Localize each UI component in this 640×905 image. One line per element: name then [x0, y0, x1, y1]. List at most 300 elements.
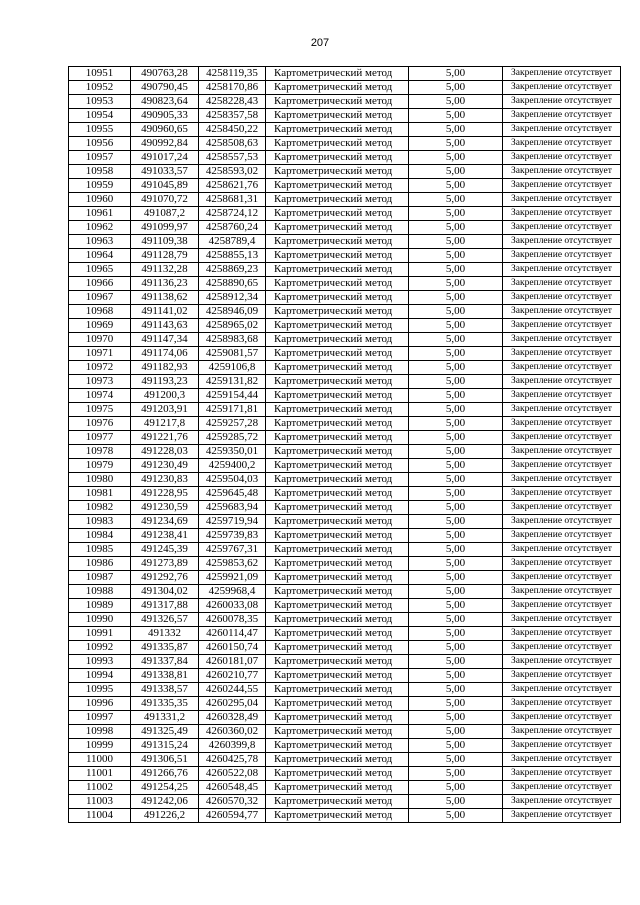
cell-method: Картометрический метод [266, 739, 409, 753]
cell-accuracy: 5,00 [409, 571, 503, 585]
cell-point-number: 10978 [69, 445, 131, 459]
cell-point-number: 10967 [69, 291, 131, 305]
cell-method: Картометрический метод [266, 655, 409, 669]
cell-point-number: 10976 [69, 417, 131, 431]
cell-accuracy: 5,00 [409, 585, 503, 599]
cell-y-coordinate: 4258357,58 [199, 109, 266, 123]
table-row [69, 123, 621, 137]
cell-x-coordinate: 491338,57 [131, 683, 199, 697]
cell-method: Картометрический метод [266, 235, 409, 249]
cell-point-number: 10971 [69, 347, 131, 361]
cell-method: Картометрический метод [266, 529, 409, 543]
cell-y-coordinate: 4258855,13 [199, 249, 266, 263]
cell-method: Картометрический метод [266, 403, 409, 417]
cell-accuracy: 5,00 [409, 431, 503, 445]
cell-fixation: Закрепление отсутствует [503, 81, 621, 95]
cell-method: Картометрический метод [266, 333, 409, 347]
cell-method: Картометрический метод [266, 417, 409, 431]
cell-y-coordinate: 4258621,76 [199, 179, 266, 193]
cell-point-number: 10992 [69, 641, 131, 655]
cell-accuracy: 5,00 [409, 529, 503, 543]
cell-accuracy: 5,00 [409, 305, 503, 319]
table-row [69, 179, 621, 193]
cell-fixation: Закрепление отсутствует [503, 725, 621, 739]
cell-x-coordinate: 491017,24 [131, 151, 199, 165]
table-row [69, 263, 621, 277]
cell-accuracy: 5,00 [409, 445, 503, 459]
cell-y-coordinate: 4258912,34 [199, 291, 266, 305]
table-row [69, 445, 621, 459]
cell-accuracy: 5,00 [409, 179, 503, 193]
cell-x-coordinate: 491230,49 [131, 459, 199, 473]
cell-method: Картометрический метод [266, 137, 409, 151]
cell-accuracy: 5,00 [409, 81, 503, 95]
cell-method: Картометрический метод [266, 123, 409, 137]
table-row [69, 515, 621, 529]
cell-point-number: 10956 [69, 137, 131, 151]
table-row [69, 221, 621, 235]
cell-point-number: 10969 [69, 319, 131, 333]
cell-x-coordinate: 491226,2 [131, 809, 199, 823]
cell-x-coordinate: 491317,88 [131, 599, 199, 613]
table-row [69, 319, 621, 333]
cell-fixation: Закрепление отсутствует [503, 95, 621, 109]
cell-fixation: Закрепление отсутствует [503, 431, 621, 445]
table-row [69, 711, 621, 725]
cell-fixation: Закрепление отсутствует [503, 795, 621, 809]
cell-accuracy: 5,00 [409, 403, 503, 417]
cell-x-coordinate: 491221,76 [131, 431, 199, 445]
cell-method: Картометрический метод [266, 249, 409, 263]
cell-fixation: Закрепление отсутствует [503, 123, 621, 137]
cell-x-coordinate: 491254,25 [131, 781, 199, 795]
cell-method: Картометрический метод [266, 347, 409, 361]
cell-accuracy: 5,00 [409, 739, 503, 753]
cell-accuracy: 5,00 [409, 235, 503, 249]
cell-y-coordinate: 4259853,62 [199, 557, 266, 571]
cell-y-coordinate: 4260210,77 [199, 669, 266, 683]
cell-fixation: Закрепление отсутствует [503, 669, 621, 683]
cell-point-number: 10980 [69, 473, 131, 487]
cell-x-coordinate: 491238,41 [131, 529, 199, 543]
cell-method: Картометрический метод [266, 207, 409, 221]
cell-point-number: 10988 [69, 585, 131, 599]
cell-x-coordinate: 490960,65 [131, 123, 199, 137]
cell-accuracy: 5,00 [409, 151, 503, 165]
cell-point-number: 10984 [69, 529, 131, 543]
table-row [69, 361, 621, 375]
cell-method: Картометрический метод [266, 585, 409, 599]
table-row [69, 347, 621, 361]
cell-y-coordinate: 4260425,78 [199, 753, 266, 767]
cell-accuracy: 5,00 [409, 249, 503, 263]
cell-fixation: Закрепление отсутствует [503, 193, 621, 207]
cell-x-coordinate: 491266,76 [131, 767, 199, 781]
cell-x-coordinate: 491128,79 [131, 249, 199, 263]
table-row [69, 529, 621, 543]
cell-accuracy: 5,00 [409, 501, 503, 515]
cell-fixation: Закрепление отсутствует [503, 683, 621, 697]
cell-x-coordinate: 491332 [131, 627, 199, 641]
table-row [69, 571, 621, 585]
cell-accuracy: 5,00 [409, 487, 503, 501]
table-row [69, 193, 621, 207]
cell-method: Картометрический метод [266, 95, 409, 109]
cell-fixation: Закрепление отсутствует [503, 137, 621, 151]
cell-fixation: Закрепление отсутствует [503, 529, 621, 543]
cell-accuracy: 5,00 [409, 361, 503, 375]
cell-method: Картометрический метод [266, 431, 409, 445]
cell-fixation: Закрепление отсутствует [503, 389, 621, 403]
cell-x-coordinate: 491200,3 [131, 389, 199, 403]
table-row [69, 165, 621, 179]
cell-fixation: Закрепление отсутствует [503, 543, 621, 557]
cell-fixation: Закрепление отсутствует [503, 571, 621, 585]
cell-y-coordinate: 4260150,74 [199, 641, 266, 655]
cell-x-coordinate: 491273,89 [131, 557, 199, 571]
cell-accuracy: 5,00 [409, 795, 503, 809]
cell-fixation: Закрепление отсутствует [503, 711, 621, 725]
cell-accuracy: 5,00 [409, 277, 503, 291]
cell-method: Картометрический метод [266, 305, 409, 319]
cell-fixation: Закрепление отсутствует [503, 459, 621, 473]
cell-x-coordinate: 491304,02 [131, 585, 199, 599]
cell-point-number: 11000 [69, 753, 131, 767]
cell-y-coordinate: 4260033,08 [199, 599, 266, 613]
cell-point-number: 10990 [69, 613, 131, 627]
table-row [69, 697, 621, 711]
cell-accuracy: 5,00 [409, 291, 503, 305]
cell-point-number: 10977 [69, 431, 131, 445]
cell-fixation: Закрепление отсутствует [503, 403, 621, 417]
cell-y-coordinate: 4258170,86 [199, 81, 266, 95]
cell-y-coordinate: 4258228,43 [199, 95, 266, 109]
cell-fixation: Закрепление отсутствует [503, 809, 621, 823]
cell-point-number: 10981 [69, 487, 131, 501]
cell-accuracy: 5,00 [409, 347, 503, 361]
cell-fixation: Закрепление отсутствует [503, 487, 621, 501]
cell-fixation: Закрепление отсутствует [503, 753, 621, 767]
cell-method: Картометрический метод [266, 389, 409, 403]
cell-y-coordinate: 4260522,08 [199, 767, 266, 781]
cell-method: Картометрический метод [266, 697, 409, 711]
cell-y-coordinate: 4258724,12 [199, 207, 266, 221]
cell-accuracy: 5,00 [409, 123, 503, 137]
table-row [69, 207, 621, 221]
cell-method: Картометрический метод [266, 543, 409, 557]
table-row [69, 431, 621, 445]
cell-method: Картометрический метод [266, 753, 409, 767]
cell-point-number: 10958 [69, 165, 131, 179]
table-row [69, 627, 621, 641]
cell-x-coordinate: 491132,28 [131, 263, 199, 277]
cell-method: Картометрический метод [266, 795, 409, 809]
cell-y-coordinate: 4258593,02 [199, 165, 266, 179]
cell-x-coordinate: 491335,87 [131, 641, 199, 655]
table-row [69, 249, 621, 263]
cell-point-number: 10973 [69, 375, 131, 389]
cell-point-number: 10972 [69, 361, 131, 375]
table-row [69, 767, 621, 781]
cell-point-number: 10983 [69, 515, 131, 529]
cell-fixation: Закрепление отсутствует [503, 235, 621, 249]
cell-method: Картометрический метод [266, 683, 409, 697]
cell-point-number: 10955 [69, 123, 131, 137]
cell-y-coordinate: 4259719,94 [199, 515, 266, 529]
cell-accuracy: 5,00 [409, 515, 503, 529]
cell-fixation: Закрепление отсутствует [503, 515, 621, 529]
cell-fixation: Закрепление отсутствует [503, 277, 621, 291]
cell-accuracy: 5,00 [409, 389, 503, 403]
cell-point-number: 10962 [69, 221, 131, 235]
table-row [69, 795, 621, 809]
cell-y-coordinate: 4260295,04 [199, 697, 266, 711]
cell-y-coordinate: 4260594,77 [199, 809, 266, 823]
cell-point-number: 10957 [69, 151, 131, 165]
cell-x-coordinate: 491228,03 [131, 445, 199, 459]
cell-x-coordinate: 491242,06 [131, 795, 199, 809]
cell-method: Картометрический метод [266, 627, 409, 641]
cell-method: Картометрический метод [266, 571, 409, 585]
cell-method: Картометрический метод [266, 487, 409, 501]
cell-accuracy: 5,00 [409, 193, 503, 207]
cell-y-coordinate: 4259154,44 [199, 389, 266, 403]
coordinates-table [68, 66, 621, 823]
cell-y-coordinate: 4258789,4 [199, 235, 266, 249]
cell-point-number: 10985 [69, 543, 131, 557]
table-row [69, 81, 621, 95]
cell-x-coordinate: 491228,95 [131, 487, 199, 501]
table-row [69, 67, 621, 81]
cell-accuracy: 5,00 [409, 557, 503, 571]
cell-fixation: Закрепление отсутствует [503, 473, 621, 487]
table-row [69, 95, 621, 109]
cell-method: Картометрический метод [266, 165, 409, 179]
table-row [69, 655, 621, 669]
cell-fixation: Закрепление отсутствует [503, 207, 621, 221]
cell-y-coordinate: 4260244,55 [199, 683, 266, 697]
cell-accuracy: 5,00 [409, 375, 503, 389]
cell-point-number: 10999 [69, 739, 131, 753]
cell-x-coordinate: 490905,33 [131, 109, 199, 123]
page-number: 207 [310, 37, 330, 49]
table-row [69, 809, 621, 823]
cell-accuracy: 5,00 [409, 67, 503, 81]
table-row [69, 375, 621, 389]
cell-accuracy: 5,00 [409, 669, 503, 683]
cell-x-coordinate: 490790,45 [131, 81, 199, 95]
cell-x-coordinate: 491109,38 [131, 235, 199, 249]
cell-x-coordinate: 490763,28 [131, 67, 199, 81]
cell-fixation: Закрепление отсутствует [503, 375, 621, 389]
cell-x-coordinate: 491306,51 [131, 753, 199, 767]
table-row [69, 725, 621, 739]
cell-y-coordinate: 4258557,53 [199, 151, 266, 165]
table-row [69, 599, 621, 613]
cell-method: Картометрический метод [266, 375, 409, 389]
table-row [69, 669, 621, 683]
cell-fixation: Закрепление отсутствует [503, 333, 621, 347]
table-row [69, 403, 621, 417]
cell-x-coordinate: 491335,35 [131, 697, 199, 711]
cell-fixation: Закрепление отсутствует [503, 417, 621, 431]
cell-accuracy: 5,00 [409, 207, 503, 221]
cell-fixation: Закрепление отсутствует [503, 767, 621, 781]
cell-y-coordinate: 4259968,4 [199, 585, 266, 599]
cell-fixation: Закрепление отсутствует [503, 655, 621, 669]
cell-point-number: 10987 [69, 571, 131, 585]
cell-point-number: 11002 [69, 781, 131, 795]
cell-x-coordinate: 491141,02 [131, 305, 199, 319]
cell-fixation: Закрепление отсутствует [503, 165, 621, 179]
cell-method: Картометрический метод [266, 319, 409, 333]
cell-point-number: 10979 [69, 459, 131, 473]
cell-y-coordinate: 4258869,23 [199, 263, 266, 277]
table-row [69, 683, 621, 697]
cell-accuracy: 5,00 [409, 333, 503, 347]
cell-point-number: 10991 [69, 627, 131, 641]
cell-x-coordinate: 491245,39 [131, 543, 199, 557]
cell-x-coordinate: 491045,89 [131, 179, 199, 193]
cell-method: Картометрический метод [266, 725, 409, 739]
cell-y-coordinate: 4260181,07 [199, 655, 266, 669]
cell-point-number: 10994 [69, 669, 131, 683]
cell-x-coordinate: 491331,2 [131, 711, 199, 725]
cell-x-coordinate: 491033,57 [131, 165, 199, 179]
cell-y-coordinate: 4260399,8 [199, 739, 266, 753]
cell-accuracy: 5,00 [409, 641, 503, 655]
cell-accuracy: 5,00 [409, 683, 503, 697]
cell-y-coordinate: 4260114,47 [199, 627, 266, 641]
table-row [69, 417, 621, 431]
cell-point-number: 10982 [69, 501, 131, 515]
cell-fixation: Закрепление отсутствует [503, 585, 621, 599]
table-row [69, 277, 621, 291]
cell-fixation: Закрепление отсутствует [503, 361, 621, 375]
table-row [69, 781, 621, 795]
cell-point-number: 10996 [69, 697, 131, 711]
cell-y-coordinate: 4259285,72 [199, 431, 266, 445]
cell-x-coordinate: 491138,62 [131, 291, 199, 305]
cell-method: Картометрический метод [266, 557, 409, 571]
cell-y-coordinate: 4258450,22 [199, 123, 266, 137]
cell-x-coordinate: 490992,84 [131, 137, 199, 151]
cell-y-coordinate: 4260360,02 [199, 725, 266, 739]
cell-y-coordinate: 4259171,81 [199, 403, 266, 417]
cell-x-coordinate: 491230,83 [131, 473, 199, 487]
cell-x-coordinate: 491217,8 [131, 417, 199, 431]
cell-fixation: Закрепление отсутствует [503, 739, 621, 753]
cell-accuracy: 5,00 [409, 95, 503, 109]
table-row [69, 739, 621, 753]
cell-y-coordinate: 4259131,82 [199, 375, 266, 389]
table-row [69, 585, 621, 599]
cell-point-number: 11004 [69, 809, 131, 823]
table-row [69, 557, 621, 571]
table-row [69, 543, 621, 557]
cell-accuracy: 5,00 [409, 725, 503, 739]
cell-y-coordinate: 4259645,48 [199, 487, 266, 501]
cell-y-coordinate: 4259350,01 [199, 445, 266, 459]
cell-fixation: Закрепление отсутствует [503, 263, 621, 277]
cell-y-coordinate: 4258760,24 [199, 221, 266, 235]
cell-point-number: 10954 [69, 109, 131, 123]
cell-point-number: 10995 [69, 683, 131, 697]
cell-method: Картометрический метод [266, 81, 409, 95]
cell-x-coordinate: 491234,69 [131, 515, 199, 529]
cell-x-coordinate: 491326,57 [131, 613, 199, 627]
cell-method: Картометрический метод [266, 193, 409, 207]
cell-y-coordinate: 4260328,49 [199, 711, 266, 725]
cell-y-coordinate: 4260570,32 [199, 795, 266, 809]
cell-y-coordinate: 4259106,8 [199, 361, 266, 375]
cell-accuracy: 5,00 [409, 767, 503, 781]
cell-x-coordinate: 491087,2 [131, 207, 199, 221]
cell-method: Картометрический метод [266, 473, 409, 487]
cell-method: Картометрический метод [266, 711, 409, 725]
cell-x-coordinate: 491182,93 [131, 361, 199, 375]
cell-method: Картометрический метод [266, 669, 409, 683]
cell-y-coordinate: 4260078,35 [199, 613, 266, 627]
cell-x-coordinate: 491292,76 [131, 571, 199, 585]
cell-method: Картометрический метод [266, 151, 409, 165]
table-row [69, 753, 621, 767]
cell-x-coordinate: 491337,84 [131, 655, 199, 669]
table-row [69, 389, 621, 403]
cell-fixation: Закрепление отсутствует [503, 599, 621, 613]
cell-point-number: 10964 [69, 249, 131, 263]
cell-fixation: Закрепление отсутствует [503, 67, 621, 81]
cell-y-coordinate: 4258681,31 [199, 193, 266, 207]
cell-point-number: 10960 [69, 193, 131, 207]
cell-accuracy: 5,00 [409, 137, 503, 151]
cell-point-number: 10986 [69, 557, 131, 571]
cell-y-coordinate: 4260548,45 [199, 781, 266, 795]
cell-y-coordinate: 4258946,09 [199, 305, 266, 319]
cell-point-number: 10970 [69, 333, 131, 347]
cell-point-number: 10993 [69, 655, 131, 669]
cell-y-coordinate: 4258890,65 [199, 277, 266, 291]
cell-x-coordinate: 491174,06 [131, 347, 199, 361]
cell-fixation: Закрепление отсутствует [503, 291, 621, 305]
table-row [69, 291, 621, 305]
cell-accuracy: 5,00 [409, 417, 503, 431]
cell-point-number: 10997 [69, 711, 131, 725]
cell-fixation: Закрепление отсутствует [503, 627, 621, 641]
cell-point-number: 10963 [69, 235, 131, 249]
cell-fixation: Закрепление отсутствует [503, 179, 621, 193]
cell-fixation: Закрепление отсутствует [503, 501, 621, 515]
cell-point-number: 11003 [69, 795, 131, 809]
cell-y-coordinate: 4258965,02 [199, 319, 266, 333]
cell-y-coordinate: 4259921,09 [199, 571, 266, 585]
cell-accuracy: 5,00 [409, 697, 503, 711]
cell-point-number: 10953 [69, 95, 131, 109]
cell-method: Картометрический метод [266, 613, 409, 627]
cell-x-coordinate: 491315,24 [131, 739, 199, 753]
cell-point-number: 10998 [69, 725, 131, 739]
cell-accuracy: 5,00 [409, 221, 503, 235]
cell-method: Картометрический метод [266, 459, 409, 473]
cell-y-coordinate: 4259257,28 [199, 417, 266, 431]
table-row [69, 501, 621, 515]
cell-accuracy: 5,00 [409, 165, 503, 179]
cell-point-number: 10951 [69, 67, 131, 81]
table-row [69, 487, 621, 501]
cell-fixation: Закрепление отсутствует [503, 151, 621, 165]
cell-accuracy: 5,00 [409, 711, 503, 725]
cell-fixation: Закрепление отсутствует [503, 641, 621, 655]
